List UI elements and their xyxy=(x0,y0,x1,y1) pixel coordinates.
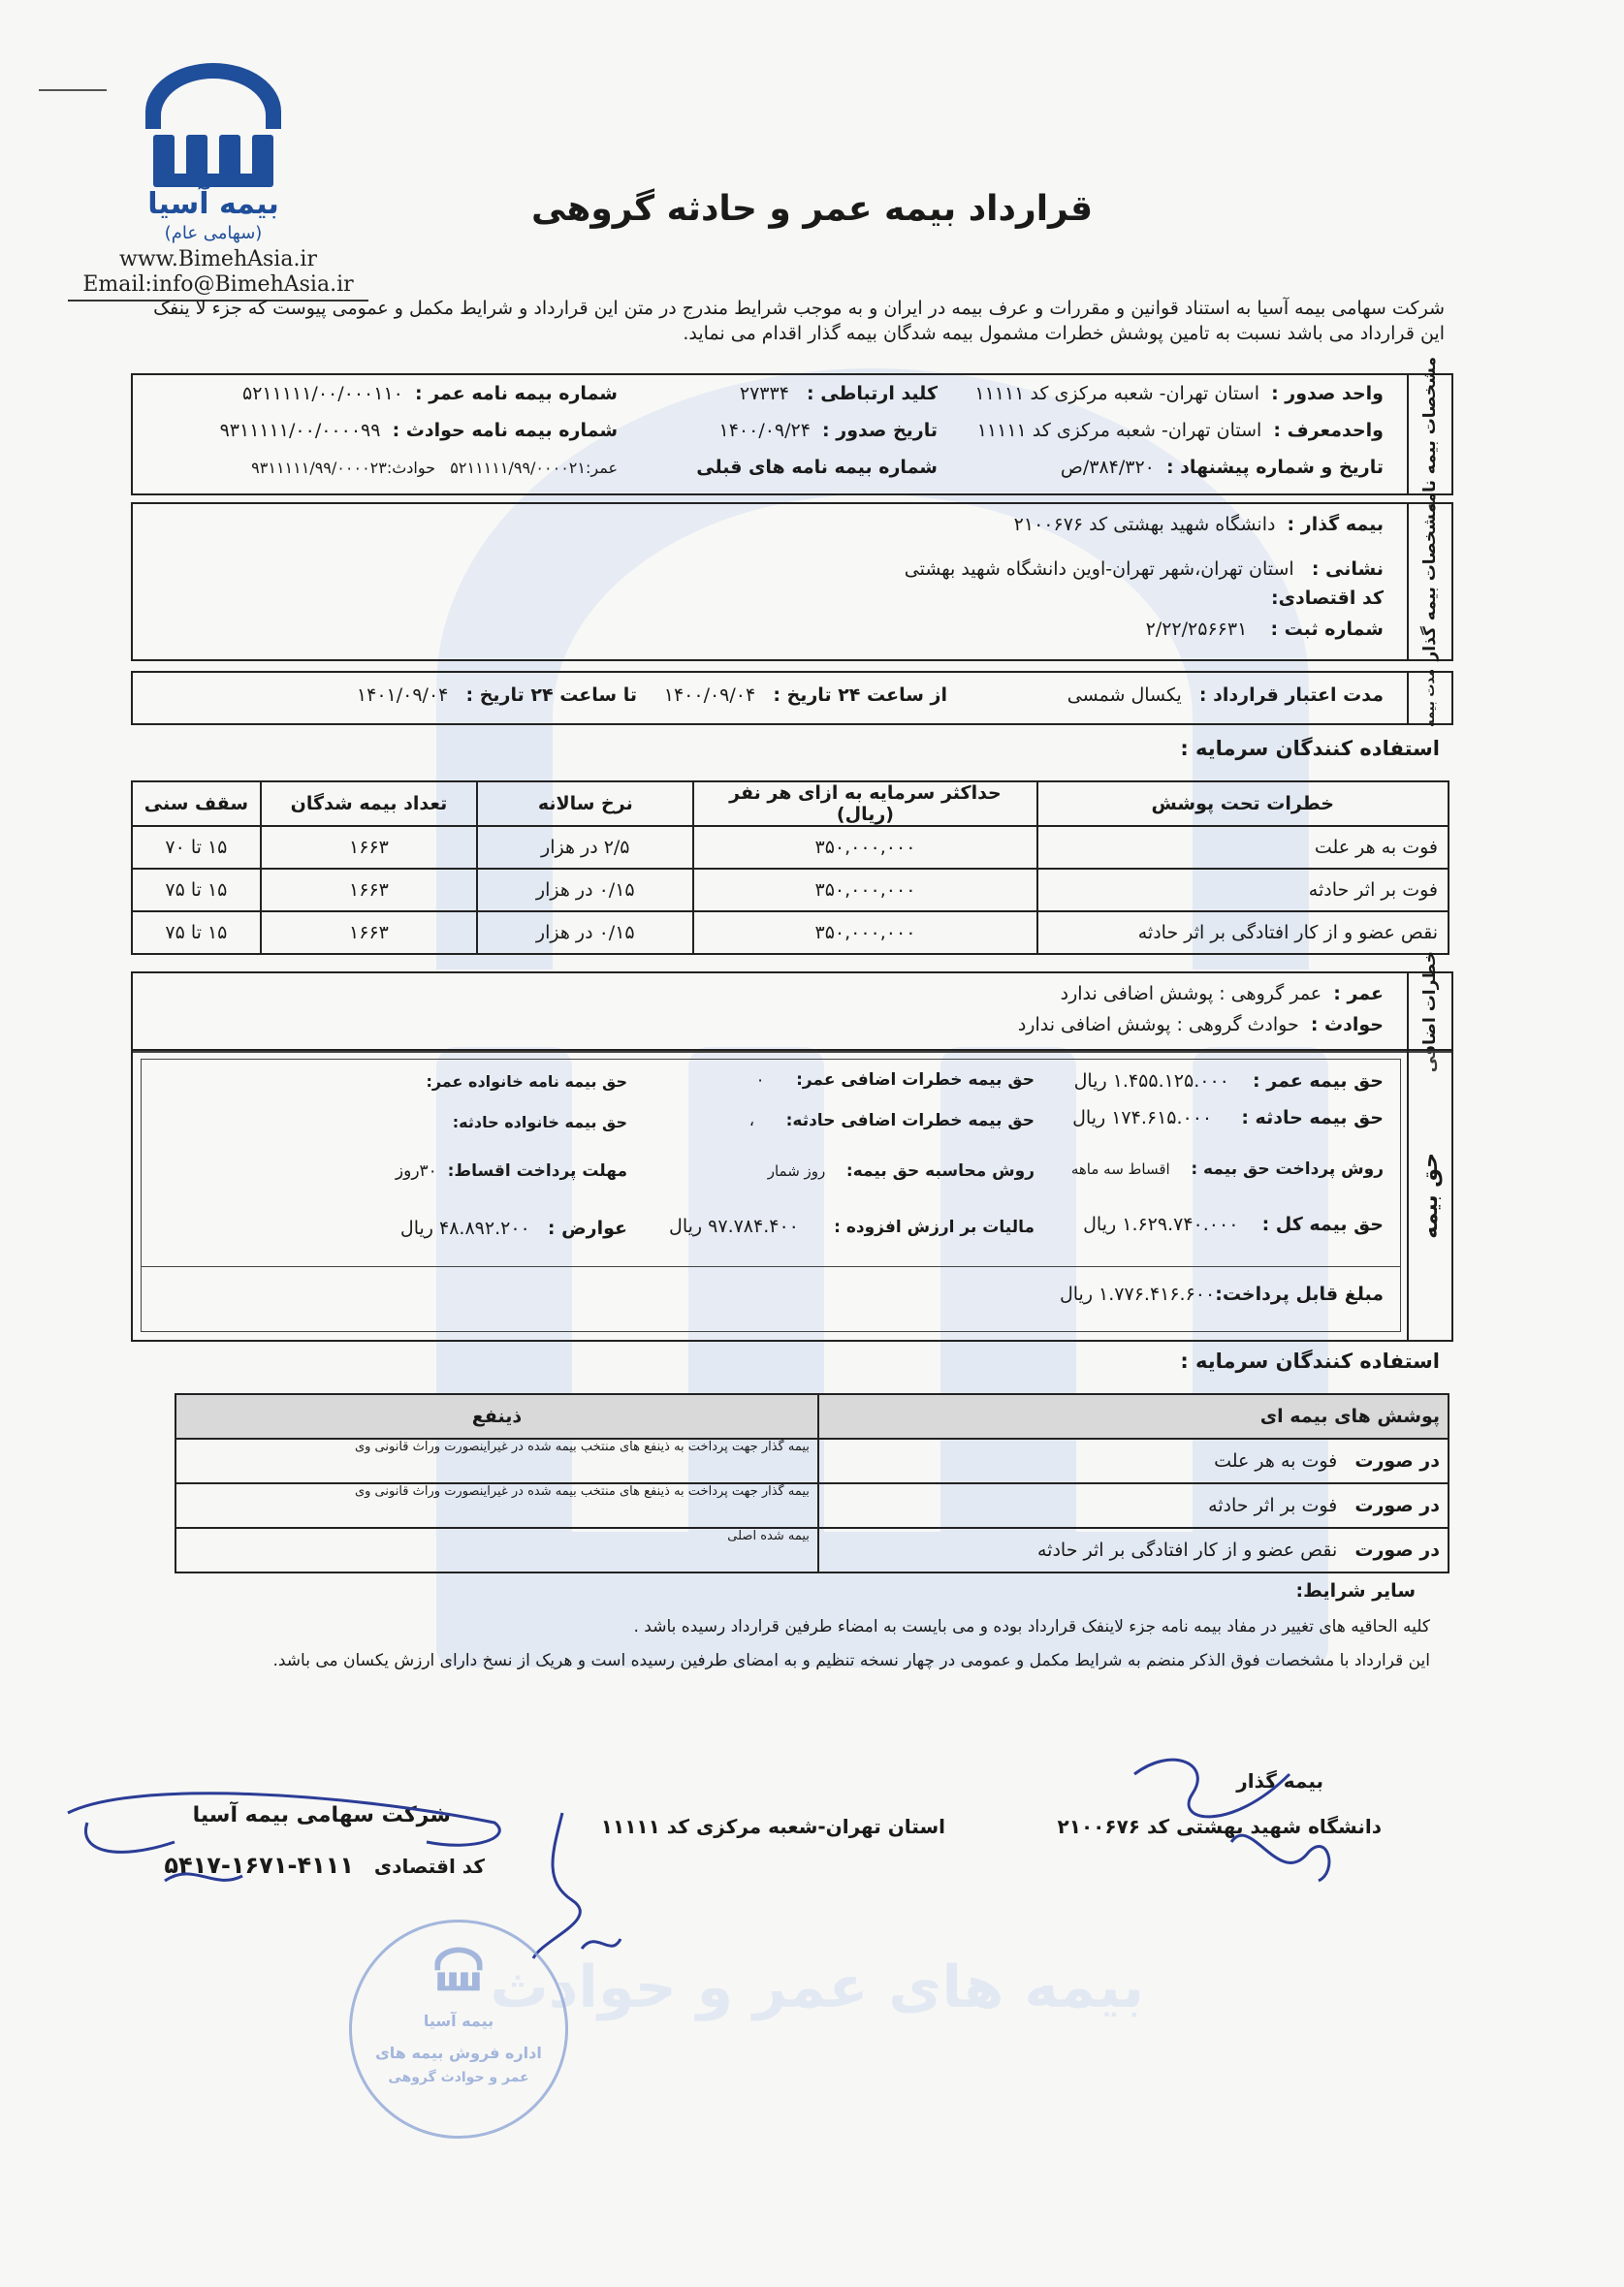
logo-subtitle: (سهامی عام) xyxy=(164,223,263,243)
premium-side-label: حق بیمه xyxy=(1407,1051,1451,1340)
coverage-header: تعداد بیمه شدگان xyxy=(261,781,477,826)
coverage-cell: ۳۵۰,۰۰۰,۰۰۰ xyxy=(693,869,1036,911)
beneficiary-row xyxy=(175,1439,1449,1483)
watermark-text: بیمه های عمر و حوادث xyxy=(490,1953,1144,2021)
company-stamp xyxy=(349,1920,568,2139)
calc-method: روش محاسبه حق بیمه: روز شمار xyxy=(767,1161,1035,1181)
coverage-cell: فوت به هر علت xyxy=(1037,826,1449,869)
beneficiary-cell: بیمه شده اصلی xyxy=(175,1528,818,1572)
premium-box xyxy=(131,1049,1453,1342)
end-date: تا ساعت ۲۴ تاریخ : ۱۴۰۱/۰۹/۰۴ xyxy=(356,684,637,706)
beneficiary-row xyxy=(175,1483,1449,1528)
payment-method: روش پرداخت حق بیمه : اقساط سه ماهه xyxy=(1070,1159,1384,1179)
additional-accident: حوادث : حوادث گروهی : پوشش اضافی ندارد xyxy=(1017,1014,1384,1035)
policyholder-side-label: مشخصات بیمه گذار xyxy=(1407,504,1451,659)
vat: مالیات بر ارزش افزوده : ۹۷.۷۸۴.۴۰۰ ریال xyxy=(669,1216,1035,1237)
coverage-row xyxy=(132,826,1449,869)
additional-risks-side-label: خطرات اضافی xyxy=(1407,973,1451,1051)
beneficiary-cell: بیمه گذار جهت پرداخت به ذینفع های منتخب بیمه شده در غیراینصورت وراث قانونی وی xyxy=(175,1439,818,1483)
life-premium: حق بیمه عمر : ۱.۴۵۵.۱۲۵.۰۰۰ ریال xyxy=(1073,1070,1384,1092)
coverage-cell: ۲/۵ در هزار xyxy=(477,826,693,869)
additional-risks-box xyxy=(131,951,1453,1073)
branch-sign-text: استان تهران-شعبه مرکزی کد ۱۱۱۱۱ xyxy=(600,1815,945,1838)
previous-policy-numbers: عمر:۵۲۱۱۱۱۱/۹۹/۰۰۰۰۲۱ حوادث:۹۳۱۱۱۱۱/۹۹/۰۰۰۰۲۳ xyxy=(251,459,618,477)
payable-amount: مبلغ قابل پرداخت:۱.۷۷۶.۴۱۶.۶۰۰ ریال xyxy=(1059,1284,1384,1305)
beneficiaries-heading-2: استفاده کنندگان سرمایه : xyxy=(1180,1350,1440,1373)
company-economic-code: کد اقتصادی ۴۱۱۱-۱۶۷۱-۵۴۱۷ xyxy=(164,1852,485,1879)
policyholder-sign-label: بیمه گذار xyxy=(1236,1769,1323,1793)
policy-details-box xyxy=(131,356,1453,513)
family-accident-premium: حق بیمه خانواده حادثه: xyxy=(452,1113,627,1131)
stamp-brand: بیمه آسیا xyxy=(423,2012,494,2030)
duration-box xyxy=(131,671,1453,725)
proposal-number: تاریخ و شماره پیشنهاد : ۳۸۴/۳۲۰/ص xyxy=(1060,457,1384,478)
email-link[interactable]: Email:info@BimehAsia.ir xyxy=(68,272,368,302)
beneficiary-row xyxy=(175,1528,1449,1572)
policy-side-label: مشخصات بیمه نامه xyxy=(1407,375,1451,493)
installment-deadline: مهلت پرداخت اقساط: ۳۰روز xyxy=(395,1161,627,1181)
stamp-text-2: عمر و حوادث گروهی xyxy=(388,2070,529,2085)
beneficiary-cover-cell: در صورت فوت به هر علت xyxy=(818,1439,1449,1483)
policyholder-signature xyxy=(1115,1735,1367,1910)
document-title: قرارداد بیمه عمر و حادثه گروهی xyxy=(530,189,1094,229)
beneficiary-header-row xyxy=(175,1394,1449,1439)
beneficiary-cell: بیمه گذار جهت پرداخت به ذینفع های منتخب بیمه شده در غیراینصورت وراث قانونی وی xyxy=(175,1483,818,1528)
condition-line: این قرارداد با مشخصات فوق الذکر منضم به شرایط مکمل و عمومی در چهار نسخه تنظیم و به امضای طرفین رسیده است و هریک از نسخ دارای ارزش یکسان می باشد. xyxy=(272,1651,1430,1670)
contract-duration: مدت اعتبار قرارداد : یکسال شمسی xyxy=(1067,684,1384,706)
duties: عوارض : ۴۸.۸۹۲.۲۰۰ ریال xyxy=(399,1218,627,1239)
coverage-cell: فوت بر اثر حادثه xyxy=(1037,869,1449,911)
policyholder-address: نشانی : استان تهران،شهر تهران-اوین دانشگاه شهید بهشتی xyxy=(904,558,1384,580)
condition-line: کلیه الحاقیه های تغییر در مفاد بیمه نامه جزء لاینفک قرارداد بوده و می بایست به امضاء طرفین قرارداد رسیده باشد . xyxy=(633,1617,1430,1636)
coverage-cell: ۳۵۰,۰۰۰,۰۰۰ xyxy=(693,826,1036,869)
beneficiary-table xyxy=(175,1393,1449,1573)
issue-date: تاریخ صدور : ۱۴۰۰/۰۹/۲۴ xyxy=(718,420,938,441)
coverage-header: سقف سنی xyxy=(132,781,261,826)
coverage-cell: ۱۵ تا ۷۵ xyxy=(132,869,261,911)
stamp-logo-icon xyxy=(420,1944,497,2012)
coverage-cell: ۱۶۶۳ xyxy=(261,826,477,869)
intro-paragraph: شرکت سهامی بیمه آسیا به استناد قوانین و مقررات و عرف بیمه در ایران و به موجب شرایط مندرج در متن این قرارداد و شرایط مکمل و عمومی پیوست که جزء لا ینفک این قرارداد می باشد نسبت به تامین پوشش خطرات مشمول بیمه شدگان بیمه گذار اقدام می نماید. xyxy=(153,298,1445,344)
premium-divider xyxy=(141,1266,1401,1267)
stamp-text-1: اداره فروش بیمه های xyxy=(375,2044,542,2062)
coverage-cell: ۱۵ تا ۷۰ xyxy=(132,826,261,869)
company-contact xyxy=(68,247,368,302)
beneficiary-header: ذینفع xyxy=(175,1394,818,1439)
coverage-cell: ۰/۱۵ در هزار xyxy=(477,869,693,911)
policyholder-name: بیمه گذار : دانشگاه شهید بهشتی کد ۲۱۰۰۶۷۶ xyxy=(1013,514,1384,535)
coverage-cell: ۱۵ تا ۷۵ xyxy=(132,911,261,954)
coverage-table xyxy=(131,780,1449,955)
coverage-cell: نقص عضو و از کار افتادگی بر اثر حادثه xyxy=(1037,911,1449,954)
issuing-unit: واحد صدور : استان تهران- شعبه مرکزی کد ۱۱۱۱۱ xyxy=(974,383,1384,404)
coverage-header: نرخ سالانه xyxy=(477,781,693,826)
stray-mark xyxy=(39,89,107,91)
coverage-row xyxy=(132,869,1449,911)
life-policy-number: شماره بیمه نامه عمر : ۵۲۱۱۱۱۱/۰۰/۰۰۰۱۱۰ xyxy=(242,383,618,404)
link-key: کلید ارتباطی : ۲۷۳۳۴ xyxy=(739,383,938,404)
introducing-unit: واحدمعرف : استان تهران- شعبه مرکزی کد ۱۱۱۱۱ xyxy=(976,420,1384,441)
family-life-premium: حق بیمه نامه خانواده عمر: xyxy=(426,1072,627,1091)
coverage-cell: ۱۶۶۳ xyxy=(261,869,477,911)
economic-code: کد اقتصادی: xyxy=(1271,588,1384,609)
coverage-header: خطرات تحت پوشش xyxy=(1037,781,1449,826)
start-date: از ساعت ۲۴ تاریخ : ۱۴۰۰/۰۹/۰۴ xyxy=(663,684,947,706)
total-premium: حق بیمه کل : ۱.۶۲۹.۷۴۰.۰۰۰ ریال xyxy=(1083,1214,1384,1235)
website-link[interactable]: www.BimehAsia.ir xyxy=(118,247,317,271)
coverage-header: حداکثر سرمایه به ازای هر نفر (ریال) xyxy=(693,781,1036,826)
coverage-cell: ۳۵۰,۰۰۰,۰۰۰ xyxy=(693,911,1036,954)
coverage-header-row xyxy=(132,781,1449,826)
beneficiary-cover-cell: در صورت نقص عضو و از کار افتادگی بر اثر حادثه xyxy=(818,1528,1449,1572)
coverage-cell: ۱۶۶۳ xyxy=(261,911,477,954)
beneficiary-header: پوشش های بیمه ای xyxy=(818,1394,1449,1439)
logo-brand-text: بیمه آسیا xyxy=(147,187,279,221)
beneficiary-cover-cell: در صورت فوت بر اثر حادثه xyxy=(818,1483,1449,1528)
coverage-cell: ۰/۱۵ در هزار xyxy=(477,911,693,954)
other-conditions-heading: سایر شرایط: xyxy=(1295,1580,1416,1602)
accident-premium: حق بیمه حادثه : ۱۷۴.۶۱۵.۰۰۰ ریال xyxy=(1072,1107,1384,1128)
registration-number: شماره ثبت : ۲/۲۲/۲۵۶۶۳۱ xyxy=(1145,619,1384,640)
extra-life-premium: حق بیمه خطرات اضافی عمر: ۰ xyxy=(755,1070,1035,1090)
accident-policy-number: شماره بیمه نامه حوادث : ۹۳۱۱۱۱۱/۰۰/۰۰۰۰۹۹ xyxy=(219,420,618,441)
beneficiaries-heading-1: استفاده کنندگان سرمایه : xyxy=(1180,737,1440,760)
duration-side-label: مدت بیمه xyxy=(1407,673,1451,723)
coverage-row xyxy=(132,911,1449,954)
company-sign-name: شرکت سهامی بیمه آسیا xyxy=(192,1803,451,1827)
policyholder-box xyxy=(131,502,1453,661)
previous-policies-label: شماره بیمه نامه های قبلی xyxy=(696,457,938,478)
extra-accident-premium: حق بیمه خطرات اضافی حادثه: ، xyxy=(748,1111,1035,1130)
company-signature xyxy=(58,1784,524,1900)
policyholder-sign-name: دانشگاه شهید بهشتی کد ۲۱۰۰۶۷۶ xyxy=(1057,1815,1382,1838)
additional-life: عمر : عمر گروهی : پوشش اضافی ندارد xyxy=(1060,983,1384,1004)
